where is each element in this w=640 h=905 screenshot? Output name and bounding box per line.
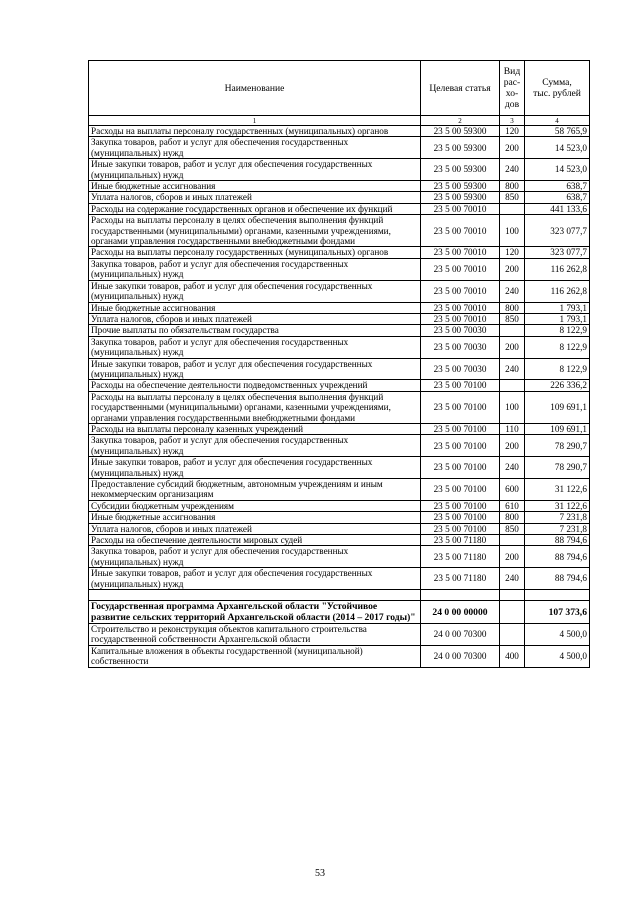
table-row [89,215,590,247]
row-expense-kind: 100 [500,391,525,423]
row-amount: 1 793,1 [525,302,590,313]
row-expense-kind: 850 [500,313,525,324]
column-number: 1 [89,116,421,126]
table-row [89,645,590,667]
row-name: Закупка товаров, работ и услуг для обеспечения государственных (муниципальных) нужд [89,137,421,159]
row-target-article: 23 5 00 59300 [421,159,500,181]
table-row [89,181,590,192]
row-amount: 4 500,0 [525,624,590,646]
row-expense-kind: 800 [500,302,525,313]
row-name: Иные бюджетные ассигнования [89,181,421,192]
row-expense-kind: 240 [500,457,525,479]
table-row [89,358,590,380]
row-expense-kind: 240 [500,568,525,590]
row-name: Уплата налогов, сборов и иных платежей [89,313,421,324]
row-target-article: 23 5 00 70030 [421,358,500,380]
row-name: Расходы на выплаты персоналу в целях обеспечения выполнения функций государственными (муниципальными) органами, казенными учреждениями, органами управления государственными внебюджетными фондами [89,391,421,423]
row-target-article: 23 5 00 59300 [421,192,500,203]
row-expense-kind: 400 [500,645,525,667]
row-target-article: 23 5 00 70010 [421,280,500,302]
row-name: Иные бюджетные ассигнования [89,512,421,523]
table-row [89,302,590,313]
row-expense-kind [500,590,525,601]
row-target-article: 23 5 00 59300 [421,181,500,192]
row-amount: 116 262,8 [525,258,590,280]
row-amount: 78 290,7 [525,435,590,457]
row-target-article: 24 0 00 70300 [421,624,500,646]
row-expense-kind: 800 [500,512,525,523]
row-amount: 7 231,8 [525,523,590,534]
table-row [89,258,590,280]
row-name: Иные закупки товаров, работ и услуг для обеспечения государственных (муниципальных) нужд [89,159,421,181]
column-number-row [89,116,590,126]
table-row [89,137,590,159]
table-row [89,457,590,479]
header-target-label: Целевая статья [429,82,491,94]
row-expense-kind [500,535,525,546]
program-row [89,601,590,624]
row-expense-kind: 240 [500,358,525,380]
budget-table [88,60,590,668]
row-expense-kind [500,203,525,214]
row-amount: 323 077,7 [525,247,590,258]
row-expense-kind: 800 [500,181,525,192]
table-row [89,435,590,457]
row-name: Закупка товаров, работ и услуг для обеспечения государственных (муниципальных) нужд [89,435,421,457]
table-body [89,126,590,668]
header-row [89,61,590,116]
row-target-article: 23 5 00 70010 [421,215,500,247]
row-amount: 58 765,9 [525,126,590,137]
row-target-article: 23 5 00 70100 [421,435,500,457]
row-target-article: 23 5 00 70030 [421,325,500,336]
column-number: 2 [421,116,500,126]
table-row [89,568,590,590]
table-row [89,126,590,137]
row-amount: 638,7 [525,192,590,203]
row-target-article: 23 5 00 59300 [421,137,500,159]
table-row [89,546,590,568]
row-name: Иные закупки товаров, работ и услуг для обеспечения государственных (муниципальных) нужд [89,280,421,302]
row-target-article: 23 5 00 71180 [421,546,500,568]
table-row [89,624,590,646]
row-name: Предоставление субсидий бюджетным, автономным учреждениям и иным некоммерческим организациям [89,479,421,501]
row-target-article: 23 5 00 70100 [421,380,500,391]
row-amount: 441 133,6 [525,203,590,214]
row-target-article: 23 5 00 70100 [421,457,500,479]
row-expense-kind [500,325,525,336]
header-amount-label: Сумма, тыс. рублей [533,77,581,99]
row-target-article: 23 5 00 70100 [421,523,500,534]
row-name: Расходы на содержание государственных органов и обеспечение их функций [89,203,421,214]
row-amount: 14 523,0 [525,137,590,159]
row-target-article [421,590,500,601]
header-amount [525,61,590,116]
row-target-article: 23 5 00 70030 [421,336,500,358]
row-expense-kind: 850 [500,192,525,203]
row-amount [525,590,590,601]
column-number: 4 [525,116,590,126]
row-name: Прочие выплаты по обязательствам государства [89,325,421,336]
row-expense-kind: 200 [500,137,525,159]
row-name: Расходы на выплаты персоналу казенных учреждений [89,423,421,434]
row-amount: 107 373,6 [525,601,590,624]
row-name: Капитальные вложения в объекты государственной (муниципальной) собственности [89,645,421,667]
table-row [89,523,590,534]
row-target-article: 23 5 00 70010 [421,258,500,280]
row-name [89,590,421,601]
table-row [89,159,590,181]
row-name: Уплата налогов, сборов и иных платежей [89,192,421,203]
table-row [89,192,590,203]
row-target-article: 23 5 00 70100 [421,479,500,501]
row-expense-kind: 610 [500,500,525,511]
row-expense-kind: 120 [500,247,525,258]
row-target-article: 23 5 00 70010 [421,203,500,214]
row-amount: 31 122,6 [525,500,590,511]
row-name: Иные закупки товаров, работ и услуг для обеспечения государственных (муниципальных) нужд [89,358,421,380]
row-expense-kind: 850 [500,523,525,534]
row-amount: 78 290,7 [525,457,590,479]
header-kind-label: Вид рас- хо- дов [503,66,521,110]
budget-page [88,60,589,668]
table-row [89,280,590,302]
row-target-article: 24 0 00 00000 [421,601,500,624]
row-name: Государственная программа Архангельской области "Устойчивое развитие сельских территорий Архангельской области (2014 – 2017 годы)" [89,601,421,624]
row-target-article: 23 5 00 70100 [421,423,500,434]
row-amount: 323 077,7 [525,215,590,247]
row-amount: 1 793,1 [525,313,590,324]
row-expense-kind [500,624,525,646]
row-name: Расходы на обеспечение деятельности подведомственных учреждений [89,380,421,391]
table-row [89,500,590,511]
table-row [89,512,590,523]
row-expense-kind: 600 [500,479,525,501]
row-target-article: 23 5 00 70010 [421,313,500,324]
row-amount: 7 231,8 [525,512,590,523]
row-amount: 8 122,9 [525,358,590,380]
row-name: Закупка товаров, работ и услуг для обеспечения государственных (муниципальных) нужд [89,546,421,568]
column-number: 3 [500,116,525,126]
row-target-article: 23 5 00 59300 [421,126,500,137]
row-name: Закупка товаров, работ и услуг для обеспечения государственных (муниципальных) нужд [89,336,421,358]
row-target-article: 23 5 00 70100 [421,500,500,511]
row-expense-kind: 200 [500,258,525,280]
table-row [89,336,590,358]
table-row [89,203,590,214]
row-amount: 109 691,1 [525,423,590,434]
table-row [89,380,590,391]
table-row [89,247,590,258]
row-target-article: 23 5 00 70010 [421,302,500,313]
row-amount: 88 794,6 [525,535,590,546]
row-expense-kind: 200 [500,546,525,568]
table-row [89,535,590,546]
row-name: Расходы на выплаты персоналу в целях обеспечения выполнения функций государственными (муниципальными) органами, казенными учреждениями, органами управления государственными внебюджетными фондами [89,215,421,247]
row-amount: 109 691,1 [525,391,590,423]
row-amount: 116 262,8 [525,280,590,302]
row-target-article: 23 5 00 71180 [421,568,500,590]
row-target-article: 23 5 00 70100 [421,391,500,423]
row-name: Уплата налогов, сборов и иных платежей [89,523,421,534]
row-expense-kind: 120 [500,126,525,137]
row-target-article: 23 5 00 70010 [421,247,500,258]
row-amount: 8 122,9 [525,325,590,336]
row-name: Субсидии бюджетным учреждениям [89,500,421,511]
row-amount: 4 500,0 [525,645,590,667]
header-name: Наименование [89,61,421,116]
table-row [89,313,590,324]
row-amount: 88 794,6 [525,568,590,590]
row-name: Расходы на выплаты персоналу государственных (муниципальных) органов [89,126,421,137]
row-name: Иные закупки товаров, работ и услуг для обеспечения государственных (муниципальных) нужд [89,457,421,479]
row-name: Расходы на обеспечение деятельности мировых судей [89,535,421,546]
row-amount: 226 336,2 [525,380,590,391]
row-name: Расходы на выплаты персоналу государственных (муниципальных) органов [89,247,421,258]
row-expense-kind [500,380,525,391]
row-target-article: 23 5 00 70100 [421,512,500,523]
header-target-article [421,61,500,116]
header-expense-kind [500,61,525,116]
row-name: Иные бюджетные ассигнования [89,302,421,313]
row-amount: 14 523,0 [525,159,590,181]
table-row [89,325,590,336]
row-name: Иные закупки товаров, работ и услуг для обеспечения государственных (муниципальных) нужд [89,568,421,590]
row-target-article: 23 5 00 71180 [421,535,500,546]
row-expense-kind: 110 [500,423,525,434]
row-expense-kind: 100 [500,215,525,247]
table-row [89,479,590,501]
row-expense-kind: 240 [500,280,525,302]
table-row [89,423,590,434]
row-amount: 88 794,6 [525,546,590,568]
row-name: Закупка товаров, работ и услуг для обеспечения государственных (муниципальных) нужд [89,258,421,280]
row-target-article: 24 0 00 70300 [421,645,500,667]
table-row [89,391,590,423]
page-number: 53 [315,868,325,879]
row-amount: 8 122,9 [525,336,590,358]
spacer-row [89,590,590,601]
row-expense-kind [500,601,525,624]
row-expense-kind: 240 [500,159,525,181]
row-expense-kind: 200 [500,435,525,457]
row-name: Строительство и реконструкция объектов капитального строительства государственной собственности Архангельской области [89,624,421,646]
row-expense-kind: 200 [500,336,525,358]
row-amount: 638,7 [525,181,590,192]
row-amount: 31 122,6 [525,479,590,501]
